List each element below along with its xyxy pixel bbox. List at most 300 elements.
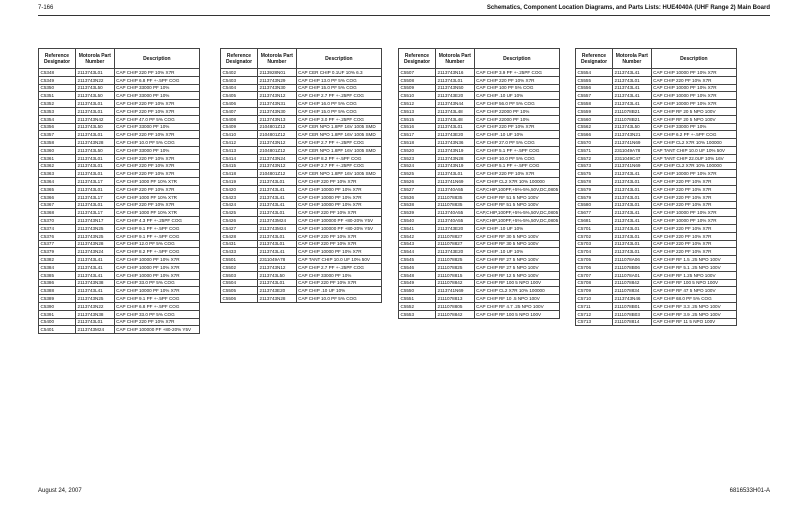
table-row xyxy=(39,240,200,248)
reference-designator-cell: C5512 xyxy=(399,100,436,108)
description-cell: CAP CHIP 10000 PF 10% X7R xyxy=(114,271,199,279)
description-cell: CAP CHIP 68.0 PF 5% COG xyxy=(651,295,736,303)
table-row xyxy=(39,115,200,123)
description-cell: CAP,CHIP,100PF,+5%-5%,50V,DC,0805 xyxy=(476,217,559,223)
description-cell: CAP CHIP 220 PF 10% X7R xyxy=(114,100,199,108)
description-cell: CAP,CHIP,100PF,+5%-5%,50V,DC,0805 xyxy=(476,210,559,216)
reference-designator-cell: C5402 xyxy=(221,69,258,77)
description-cell: CAP CHIP 220 PF 10% X7R xyxy=(296,279,381,287)
reference-designator-cell: C5408 xyxy=(221,115,258,123)
description-cell: CAP CHIP 220 PF 10% X7R xyxy=(296,240,381,248)
description-cell: CAP CHIP 10000 PF 10% X7R xyxy=(651,100,736,108)
table-row xyxy=(39,217,200,225)
description-cell: CAP CHIP 100 PF 5% COG xyxy=(474,84,559,92)
parts-column-4 xyxy=(575,48,737,326)
table-row xyxy=(399,224,560,232)
parts-table-4 xyxy=(575,48,737,326)
table-row xyxy=(399,131,560,139)
part-number-cell: 2113743N38 xyxy=(76,279,115,287)
reference-designator-cell: C5410 xyxy=(221,131,258,139)
reference-designator-cell: C5518 xyxy=(399,139,436,147)
part-number-cell: 2113743N38 xyxy=(76,310,115,318)
description-cell: CAP CHIP 33.0 PF 5% COG xyxy=(114,310,199,318)
part-number-cell: 2113743L41 xyxy=(613,217,652,225)
reference-designator-cell: C5414 xyxy=(221,154,258,162)
part-number-cell: 2113743N12 xyxy=(258,263,297,271)
reference-designator-cell: C5526 xyxy=(399,178,436,186)
reference-designator-cell: C5573 xyxy=(576,162,613,170)
reference-designator-cell: C5541 xyxy=(399,224,436,232)
description-cell: CAP CHIP 10000 PF 10% X7R xyxy=(651,209,736,217)
part-number-cell: 2113743L41 xyxy=(76,271,115,279)
table-row xyxy=(576,248,737,256)
part-number-cell: 2113743L17 xyxy=(76,178,115,186)
description-cell: CAP CHIP RF 3.9 .25 NPO 100V xyxy=(651,310,736,318)
page-title: Schematics, Component Location Diagrams, and Parts Lists: HUE4040A (UHF Range 2) Main Board xyxy=(486,5,770,11)
table-row xyxy=(399,115,560,123)
part-number-cell: 2111078B06 xyxy=(613,263,652,271)
table-row xyxy=(399,92,560,100)
part-number-cell: 2113741N69 xyxy=(436,178,475,186)
description-cell: CAP TANT CHIP 22.0UF 10% 16V xyxy=(651,154,736,162)
part-number-cell: 2111078827 xyxy=(436,232,475,240)
description-cell: CAP CHIP 100000 PF +80-20% Y5V xyxy=(296,224,381,232)
description-cell: CAP CHIP 10.0 PF 5% COG xyxy=(114,139,199,147)
part-number-cell: 2113743L41 xyxy=(613,69,652,77)
part-number-cell: 2113743N17 xyxy=(76,217,115,225)
description-cell: CAP CHIP 10.0 PF 5% COG xyxy=(474,154,559,162)
part-number-cell: 2113743N28 xyxy=(76,240,115,248)
description-cell: CAP CHIP 33000 PF 10% xyxy=(651,123,736,131)
part-number-cell: 2113743N30 xyxy=(258,84,297,92)
table-row xyxy=(39,170,200,178)
footer-date: August 24, 2007 xyxy=(38,488,82,494)
reference-designator-cell: C5423 xyxy=(221,193,258,201)
part-number-cell: 2113743L01 xyxy=(76,185,115,193)
description-cell: CAP CHIP 220 PF 10% X7R xyxy=(651,240,736,248)
table-row xyxy=(39,263,200,271)
description-cell: CAP CHIP 220 PF 10% X7R xyxy=(296,209,381,217)
table-row xyxy=(39,224,200,232)
reference-designator-cell: C5409 xyxy=(221,123,258,131)
part-number-cell: 2113743N46 xyxy=(613,295,652,303)
header-description: Description xyxy=(651,49,736,69)
description-cell: CAP CHIP 10000 PF 10% X7R xyxy=(651,92,736,100)
description-cell: CAP CHIP RF 3.3 .25 NPO 100V xyxy=(651,302,736,310)
part-number-cell: 2113740A55 xyxy=(436,185,475,193)
description-cell: CAP,CHIP,100PF,+5%-5%,50V,DC,0805 xyxy=(476,186,559,192)
description-cell: CAP CHIP 33000 PF 10% xyxy=(114,146,199,154)
description-cell: CAP CHIP 220 PF 10% X7R xyxy=(651,76,736,84)
table-row xyxy=(39,295,200,303)
reference-designator-cell: C5360 xyxy=(39,146,76,154)
part-number-cell: 2113743N30 xyxy=(258,107,297,115)
description-cell: CAP CHIP 15.0 PF 5% COG xyxy=(296,107,381,115)
reference-designator-cell: C5382 xyxy=(39,256,76,264)
parts-table-2 xyxy=(220,48,382,303)
description-cell: CAP CHIP 220 PF 10% X7R xyxy=(114,107,199,115)
part-number-cell: 2113743N12 xyxy=(258,92,297,100)
reference-designator-cell: C5578 xyxy=(576,178,613,186)
part-number-cell: 2113743N25 xyxy=(76,224,115,232)
description-cell: CAP CHIP 10000 PF 10% X7R xyxy=(114,256,199,264)
table-row xyxy=(221,92,382,100)
description-cell: CAP CHIP .10 UF 10% xyxy=(474,224,559,232)
description-cell: CAP CHIP 220 PF 10% X7R xyxy=(296,232,381,240)
description-cell: CAP CHIP 10000 PF 10% X7R xyxy=(114,287,199,295)
table-row xyxy=(221,131,382,139)
table-row xyxy=(39,209,200,217)
description-cell: CAP CHIP 15.0 PF 5% COG xyxy=(296,84,381,92)
part-number-cell: 2113743L41 xyxy=(76,263,115,271)
reference-designator-cell: C5554 xyxy=(576,69,613,77)
description-cell: CAP CHIP 100000 PF +80-20% Y5V xyxy=(114,326,199,334)
table-row xyxy=(576,271,737,279)
reference-designator-cell: C5507 xyxy=(399,69,436,77)
table-row xyxy=(399,295,560,303)
table-row xyxy=(576,131,737,139)
table-row xyxy=(221,69,382,77)
part-number-cell: 2113743L50 xyxy=(76,92,115,100)
table-row xyxy=(576,162,737,170)
reference-designator-cell: C5350 xyxy=(39,84,76,92)
part-number-cell: 2311049A78 xyxy=(613,146,652,154)
table-row xyxy=(576,287,737,295)
description-cell: CAP CHIP 220 PF 10% X7R xyxy=(651,193,736,201)
part-number-cell: 2113740A55 xyxy=(436,209,475,217)
reference-designator-cell: C5708 xyxy=(576,279,613,287)
part-number-cell: 2111078A01 xyxy=(613,271,652,279)
part-number-cell: 2113743N31 xyxy=(258,100,297,108)
table-row xyxy=(399,217,560,225)
part-number-cell: 2113743L17 xyxy=(76,193,115,201)
table-row xyxy=(39,76,200,84)
table-row xyxy=(221,178,382,186)
part-number-cell: 2113743L01 xyxy=(613,76,652,84)
part-number-cell: 2113743E20 xyxy=(258,287,297,295)
part-number-cell: 2113743L01 xyxy=(258,240,297,248)
table-row xyxy=(39,232,200,240)
description-cell: CAP CHIP 22000 PF 10% xyxy=(474,107,559,115)
part-number-cell: 2113743L41 xyxy=(258,201,297,209)
description-cell: CAP CHIP RF 1.5 .25 NPO 100V xyxy=(651,256,736,264)
header-reference-designator: Reference Designator xyxy=(221,49,258,69)
table-row xyxy=(576,154,737,162)
description-cell: CAP CHIP 220 PF 10% X7R xyxy=(474,123,559,131)
reference-designator-cell: C5713 xyxy=(576,318,613,326)
description-cell: CAP CHIP RF 12 5 NPO 100V xyxy=(474,271,559,279)
reference-designator-cell: C5503 xyxy=(221,271,258,279)
table-row xyxy=(39,201,200,209)
description-cell: CAP CHIP 6.8 PF +-.5PF COG xyxy=(114,302,199,310)
description-cell: CAP CHIP 1000 PF 10% X7R xyxy=(114,178,199,186)
table-row xyxy=(576,107,737,115)
table-row xyxy=(576,115,737,123)
part-number-cell: 2113743N25 xyxy=(76,295,115,303)
part-number-cell: 2113743E20 xyxy=(436,224,475,232)
table-row xyxy=(221,84,382,92)
part-number-cell: 2113743N16 xyxy=(436,69,475,77)
table-row xyxy=(39,162,200,170)
description-cell: CAP CER NPO 1.8PF 16V 1005 SMD xyxy=(296,170,381,178)
table-row xyxy=(576,263,737,271)
reference-designator-cell: C5424 xyxy=(221,201,258,209)
part-number-cell: 2113743L01 xyxy=(76,154,115,162)
part-number-cell: 2113743L01 xyxy=(258,209,297,217)
reference-designator-cell: C5413 xyxy=(221,146,258,154)
reference-designator-cell: C5426 xyxy=(221,217,258,225)
header-rule xyxy=(38,15,770,16)
footer-doc-id: 6816533H01-A xyxy=(729,488,770,494)
part-number-cell: 2111078825 xyxy=(436,263,475,271)
table-row xyxy=(39,154,200,162)
description-cell: CAP CHIP 10000 PF 10% X7R xyxy=(651,69,736,77)
reference-designator-cell: C5705 xyxy=(576,256,613,264)
reference-designator-cell: C5706 xyxy=(576,263,613,271)
header-reference-designator: Reference Designator xyxy=(399,49,436,69)
description-cell: CAP CHIP RF 27 5 NPO 100V xyxy=(474,263,559,271)
table-row xyxy=(576,84,737,92)
table-row xyxy=(399,185,560,193)
description-cell: CAP CHIP RF 30 5 NPO 100V xyxy=(474,232,559,240)
part-number-cell: 2113743N19 xyxy=(436,146,475,154)
table-row xyxy=(221,263,382,271)
reference-designator-cell: C5572 xyxy=(576,154,613,162)
reference-designator-cell: C5546 xyxy=(399,263,436,271)
reference-designator-cell: C5376 xyxy=(39,232,76,240)
header-description: Description xyxy=(474,49,559,69)
description-cell: CAP CHIP .10 UF 10% xyxy=(474,92,559,100)
table-row xyxy=(39,131,200,139)
description-cell: CAP CER NPO 1.8PF 16V 1005 SMD xyxy=(296,123,381,131)
table-row xyxy=(576,76,737,84)
part-number-cell: 2113743N28 xyxy=(436,154,475,162)
table-row xyxy=(399,310,560,318)
table-row xyxy=(221,170,382,178)
table-row xyxy=(221,209,382,217)
table-row xyxy=(399,100,560,108)
part-number-cell: 2113743L01 xyxy=(258,178,297,186)
part-number-cell: 2113743L41 xyxy=(258,185,297,193)
table-row xyxy=(576,139,737,147)
reference-designator-cell: C5401 xyxy=(39,326,76,334)
table-row xyxy=(221,248,382,256)
table-row xyxy=(221,139,382,147)
part-number-cell: 2113743L01 xyxy=(613,240,652,248)
table-row xyxy=(221,279,382,287)
part-number-cell: 2113743L41 xyxy=(76,256,115,264)
reference-designator-cell: C5415 xyxy=(221,162,258,170)
part-number-cell: 2113743M24 xyxy=(258,217,297,225)
description-cell: CAP CHIP 10000 PF 10% X7R xyxy=(296,185,381,193)
description-cell: CAP CHIP 2.7 PF +-.25PF COG xyxy=(296,162,381,170)
description-cell: CAP CHIP 1000 PF 10% X7R xyxy=(114,209,199,217)
reference-designator-cell: C5677 xyxy=(576,209,613,217)
part-number-cell: 2113743L01 xyxy=(258,232,297,240)
part-number-cell: 2113743L01 xyxy=(613,193,652,201)
part-number-cell: 2113743L41 xyxy=(613,92,652,100)
part-number-cell: 2113743L01 xyxy=(613,201,652,209)
description-cell: CAP CHIP RF 1.25 NPO 100V xyxy=(651,271,736,279)
description-cell: CAP CHIP 10000 PF 10% X7R xyxy=(651,217,736,225)
description-cell: CAP CHIP 220 PF 10% X7R xyxy=(651,232,736,240)
reference-designator-cell: C5388 xyxy=(39,287,76,295)
reference-designator-cell: C5562 xyxy=(576,123,613,131)
part-number-cell: 2111078B01 xyxy=(613,302,652,310)
page-header xyxy=(38,3,770,15)
header-motorola-part-number: Motorola Part Number xyxy=(436,49,475,69)
table-row xyxy=(399,162,560,170)
table-row xyxy=(576,224,737,232)
part-number-cell: 2111078815 xyxy=(436,271,475,279)
reference-designator-cell: C5425 xyxy=(221,209,258,217)
reference-designator-cell: C5362 xyxy=(39,162,76,170)
reference-designator-cell: C5510 xyxy=(399,92,436,100)
reference-designator-cell: C5357 xyxy=(39,131,76,139)
reference-designator-cell: C5515 xyxy=(399,115,436,123)
reference-designator-cell: C5389 xyxy=(39,295,76,303)
part-number-cell: 2113743L01 xyxy=(76,100,115,108)
part-number-cell: 2111078834 xyxy=(613,287,652,295)
part-number-cell: 2113743L01 xyxy=(76,162,115,170)
table-row xyxy=(221,287,382,295)
part-number-cell: 2111078842 xyxy=(436,310,475,318)
part-number-cell: 2113743L50 xyxy=(76,123,115,131)
description-cell: CAP CHIP 10000 PF 10% X7R xyxy=(651,170,736,178)
part-number-cell: 2113743L01 xyxy=(76,318,115,326)
reference-designator-cell: C5348 xyxy=(39,69,76,77)
part-number-cell: 2113743N24 xyxy=(258,154,297,162)
table-row xyxy=(576,240,737,248)
table-row xyxy=(221,240,382,248)
part-number-cell: 2113743N24 xyxy=(76,248,115,256)
reference-designator-cell: C5709 xyxy=(576,287,613,295)
part-number-cell: 2111078835 xyxy=(436,193,475,201)
table-row xyxy=(39,326,200,334)
reference-designator-cell: C5354 xyxy=(39,115,76,123)
table-row xyxy=(221,271,382,279)
table-row xyxy=(399,240,560,248)
description-cell: CAP CHIP 9.1 PF +-.5PF COG xyxy=(114,232,199,240)
part-number-cell: 2113743N36 xyxy=(436,139,475,147)
parts-table-3 xyxy=(398,48,560,319)
page-footer xyxy=(38,488,770,498)
description-cell: CAP CHIP CL2 X7R 10% 100000 xyxy=(651,162,736,170)
description-cell: CAP CHIP 6.2 PF +-.5PF COG xyxy=(651,131,736,139)
reference-designator-cell: C5544 xyxy=(399,248,436,256)
description-cell: CAP TANT CHIP 10.0 UF 10% 50V xyxy=(296,256,381,264)
description-cell: CAP TANT CHIP 10.0 UF 10% 50V xyxy=(651,146,736,154)
part-number-cell: 2113743M24 xyxy=(76,326,115,334)
part-number-cell: 2113743N25 xyxy=(76,232,115,240)
parts-column-2 xyxy=(220,48,382,303)
table-row xyxy=(39,123,200,131)
part-number-cell: 2113743L50 xyxy=(258,271,297,279)
description-cell: CAP CHIP 33000 PF 10% xyxy=(296,271,381,279)
reference-designator-cell: C5501 xyxy=(221,256,258,264)
description-cell: CAP CHIP 6.8 PF +-.5PF COG xyxy=(114,76,199,84)
table-row xyxy=(576,100,737,108)
reference-designator-cell: C5571 xyxy=(576,146,613,154)
part-number-cell: 2113743L01 xyxy=(258,279,297,287)
description-cell: CAP CHIP RF 20 5 NPO 100V xyxy=(651,107,736,115)
description-cell: CAP CHIP 10000 PF 10% X7R xyxy=(296,201,381,209)
part-number-cell: 2104801Z12 xyxy=(258,131,297,139)
part-number-cell: 2113743L01 xyxy=(76,107,115,115)
reference-designator-cell: C5527 xyxy=(399,185,436,193)
reference-designator-cell: C5506 xyxy=(221,295,258,303)
part-number-cell: 2311049A78 xyxy=(258,256,297,264)
part-number-cell: 2113928N01 xyxy=(258,69,297,77)
part-number-cell: 2111078827 xyxy=(436,240,475,248)
reference-designator-cell: C5543 xyxy=(399,240,436,248)
reference-designator-cell: C5374 xyxy=(39,224,76,232)
table-row xyxy=(399,209,560,217)
table-row xyxy=(399,170,560,178)
description-cell: CAP CHIP 33.0 PF 5% COG xyxy=(114,279,199,287)
reference-designator-cell: C5702 xyxy=(576,232,613,240)
part-number-cell: 2113743N12 xyxy=(258,139,297,147)
reference-designator-cell: C5405 xyxy=(221,92,258,100)
table-row xyxy=(39,279,200,287)
part-number-cell: 2113743E20 xyxy=(436,248,475,256)
part-number-cell: 2113743N19 xyxy=(436,162,475,170)
table-row xyxy=(576,279,737,287)
reference-designator-cell: C5539 xyxy=(399,209,436,217)
table-row xyxy=(39,69,200,77)
table-row xyxy=(399,263,560,271)
reference-designator-cell: C5386 xyxy=(39,279,76,287)
description-cell: CAP CER NPO 1.8PF 16V 1005 SMD xyxy=(296,146,381,154)
table-row xyxy=(221,185,382,193)
reference-designator-cell: C5349 xyxy=(39,76,76,84)
table-row xyxy=(399,107,560,115)
reference-designator-cell: C5549 xyxy=(399,279,436,287)
description-cell: CAP CHIP 220 PF 10% X7R xyxy=(114,185,199,193)
part-number-cell: 2113743N28 xyxy=(76,139,115,147)
reference-designator-cell: C5556 xyxy=(576,84,613,92)
description-cell: CAP CHIP 2.7 PF +-.25PF COG xyxy=(296,263,381,271)
table-row xyxy=(39,139,200,147)
part-number-cell: 2111078B21 xyxy=(613,115,652,123)
description-cell: CAP CHIP 220 PF 10% X7R xyxy=(651,178,736,186)
part-number-cell: 2113743N13 xyxy=(258,115,297,123)
part-number-cell: 2113743L41 xyxy=(613,209,652,217)
header-motorola-part-number: Motorola Part Number xyxy=(76,49,115,69)
reference-designator-cell: C5566 xyxy=(576,131,613,139)
part-number-cell: 2104801Z12 xyxy=(258,170,297,178)
table-row xyxy=(576,123,737,131)
reference-designator-cell: C5579 xyxy=(576,185,613,193)
page-number: 7-166 xyxy=(38,5,54,11)
part-number-cell: 2113743L01 xyxy=(613,224,652,232)
table-row xyxy=(399,193,560,201)
part-number-cell: 2113743N22 xyxy=(76,76,115,84)
reference-designator-cell: C5363 xyxy=(39,170,76,178)
table-row xyxy=(221,115,382,123)
reference-designator-cell: C5365 xyxy=(39,185,76,193)
part-number-cell: 2113743M24 xyxy=(258,224,297,232)
description-cell: CAP CHIP 220 PF 10% X7R xyxy=(474,76,559,84)
table-row xyxy=(399,69,560,77)
reference-designator-cell: C5351 xyxy=(39,92,76,100)
table-row xyxy=(576,170,737,178)
reference-designator-cell: C5403 xyxy=(221,76,258,84)
reference-designator-cell: C5391 xyxy=(39,310,76,318)
reference-designator-cell: C5579 xyxy=(576,193,613,201)
reference-designator-cell: C5356 xyxy=(39,123,76,131)
description-cell: CAP CHIP .10 UF 10% xyxy=(474,248,559,256)
